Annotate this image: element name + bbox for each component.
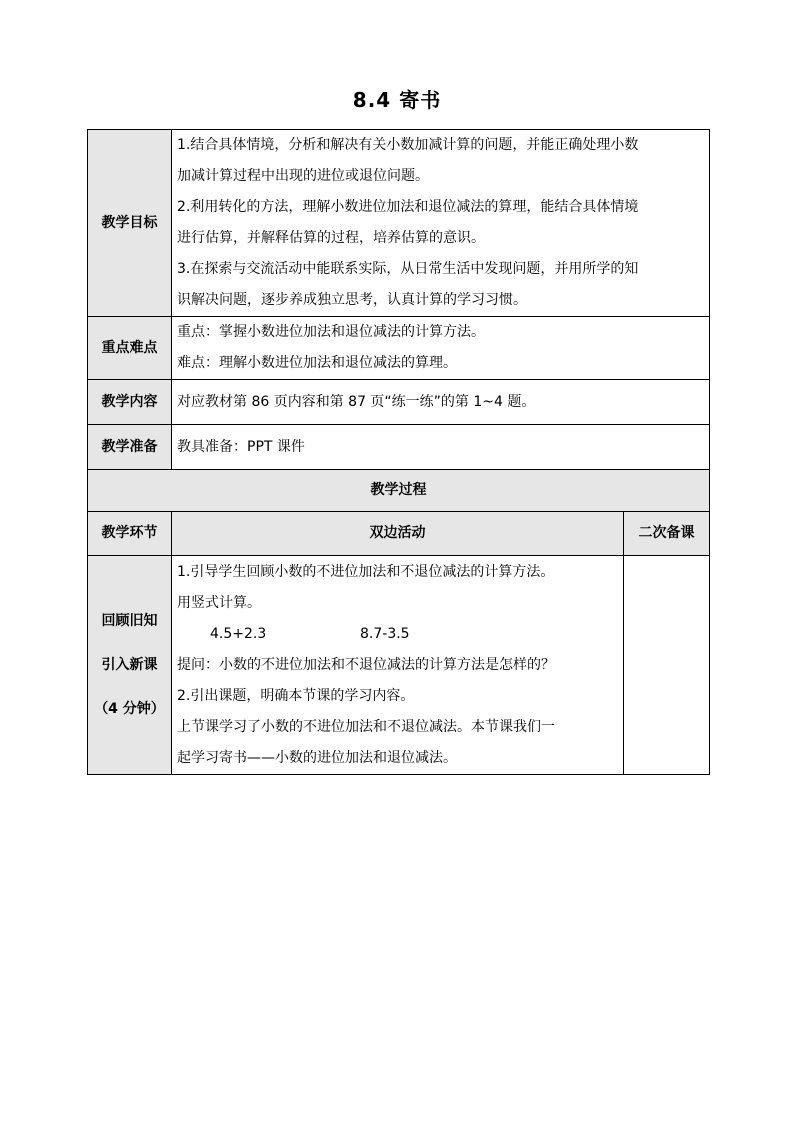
page-title: 8.4 寄书 xyxy=(352,88,442,112)
review-instruction: 1.引导学生回顾小数的不进位加法和不退位减法的计算方法。 xyxy=(177,563,555,580)
objectives-row xyxy=(88,130,710,317)
objectives-line: 2.利用转化的方法，理解小数进位加法和退位减法的算理，能结合具体情境 xyxy=(177,199,639,215)
lesson-plan-table xyxy=(87,129,710,775)
difficult-point-line: 难点：理解小数进位加法和退位减法的算理。 xyxy=(177,355,457,371)
stage1-label xyxy=(88,556,172,775)
stage1-row xyxy=(88,556,710,775)
formula-addition: 4.5+2.3 xyxy=(210,625,267,642)
process-title: 教学过程 xyxy=(88,470,710,512)
topic-text-line: 上节课学习了小数的不进位加法和不退位减法。本节课我们一 xyxy=(177,718,555,735)
key-points-label: 重点难点 xyxy=(88,317,172,380)
process-header-row xyxy=(88,512,710,556)
activity-header: 双边活动 xyxy=(172,512,624,556)
notes-header: 二次备课 xyxy=(624,512,710,556)
stage1-label-line: 回顾旧知 xyxy=(101,613,158,629)
preparation-row xyxy=(88,425,710,470)
content-row xyxy=(88,380,710,425)
objectives-line: 加减计算过程中出现的进位或退位问题。 xyxy=(177,168,429,184)
key-points-content xyxy=(172,317,710,380)
formula-row xyxy=(177,619,618,650)
key-point-line: 重点：掌握小数进位加法和退位减法的计算方法。 xyxy=(177,324,485,340)
objectives-label: 教学目标 xyxy=(88,130,172,317)
stage1-label-line: 引入新课 xyxy=(101,657,158,673)
stage1-activity xyxy=(172,556,624,775)
stage1-notes xyxy=(624,556,710,775)
content-label: 教学内容 xyxy=(88,380,172,425)
objectives-line: 3.在探索与交流活动中能联系实际，从日常生活中发现问题，并用所学的知 xyxy=(177,261,639,277)
question-line: 提问：小数的不进位加法和不退位减法的计算方法是怎样的？ xyxy=(177,656,555,673)
objectives-line: 1.结合具体情境，分析和解决有关小数加减计算的问题，并能正确处理小数 xyxy=(177,137,639,153)
objectives-line: 识解决问题，逐步养成独立思考，认真计算的学习习惯。 xyxy=(177,292,527,308)
key-points-row xyxy=(88,317,710,380)
vertical-calc-prompt: 用竖式计算。 xyxy=(177,594,261,611)
stage1-duration: （4 分钟） xyxy=(94,701,165,717)
topic-text-line: 起学习寄书——小数的进位加法和退位减法。 xyxy=(177,749,457,766)
preparation-label: 教学准备 xyxy=(88,425,172,470)
objectives-content xyxy=(172,130,710,317)
process-title-row xyxy=(88,470,710,512)
stage-header: 教学环节 xyxy=(88,512,172,556)
preparation-text: 教具准备：PPT 课件 xyxy=(172,425,710,470)
formula-subtraction: 8.7-3.5 xyxy=(360,625,410,642)
objectives-line: 进行估算，并解释估算的过程，培养估算的意识。 xyxy=(177,230,485,246)
content-text: 对应教材第 86 页内容和第 87 页“练一练”的第 1~4 题。 xyxy=(172,380,710,425)
topic-intro-line: 2.引出课题，明确本节课的学习内容。 xyxy=(177,687,415,704)
